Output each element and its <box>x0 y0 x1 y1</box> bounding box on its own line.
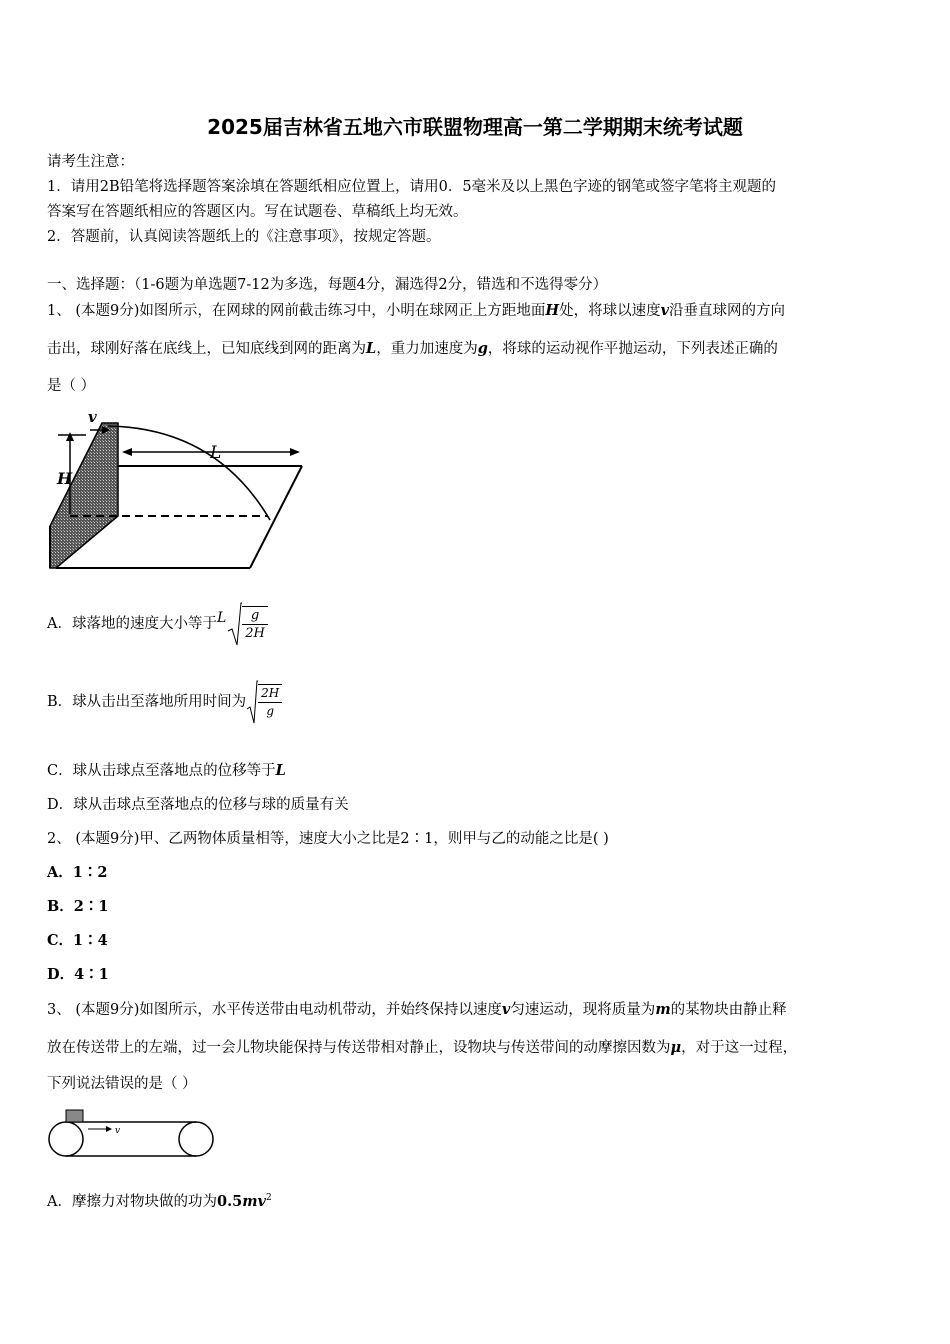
q3-stem-text-a: 3、 (本题9分)如图所示，水平传送带由电动机带动，并始终保持以速度 <box>47 1002 502 1018</box>
page-title: 2025届吉林省五地六市联盟物理高一第二学期期末统考试题 <box>207 115 743 139</box>
q1-option-a-L: L <box>216 610 227 626</box>
label-L: L <box>210 443 222 463</box>
left-pulley <box>49 1122 83 1156</box>
q1-option-a-num: g <box>242 607 268 625</box>
distance-arrow-left-head <box>122 448 132 456</box>
q1-option-a-text: A．球落地的速度大小等于 <box>47 616 217 632</box>
q1-stem-line-1 <box>47 302 785 320</box>
q3-stem-line-1 <box>47 1001 787 1019</box>
q3-option-a <box>47 1193 272 1211</box>
section-heading: 一、选择题：（1-6题为单选题7-12为多选，每题4分，漏选得2分，错选和不选得零分） <box>47 277 608 293</box>
q1-option-c-L: L <box>275 762 286 779</box>
belt-label-v: v <box>115 1126 121 1136</box>
notice-heading: 请考生注意： <box>47 154 134 170</box>
q1-option-a-sqrt <box>226 601 268 647</box>
height-arrow-top-head <box>66 432 74 441</box>
q3-option-a-coef: 0.5 <box>216 1193 243 1210</box>
net-shape <box>50 423 118 568</box>
q3-option-a-mv: mv <box>242 1193 266 1210</box>
q1-stem-text-b: 处，将球以速度 <box>559 303 661 319</box>
q1-option-a-frac <box>242 606 268 642</box>
q3-stem-line-3: 下列说法错误的是（ ） <box>47 1076 197 1092</box>
q1-option-b-num: 2H <box>258 685 282 703</box>
q2-option-c: C．1∶4 <box>47 932 108 949</box>
q1-option-b-sqrt <box>246 679 282 725</box>
q3-option-a-text: A．摩擦力对物块做的功为 <box>47 1194 217 1210</box>
q1-stem-line-2 <box>47 340 778 358</box>
q3-var-mu: μ <box>670 1039 682 1056</box>
q1-option-b-text: B．球从击出至落地所用时间为 <box>47 694 247 710</box>
q1-var-g: g <box>477 340 488 357</box>
q1-option-c <box>47 762 286 780</box>
notice-item-1-line-2: 答案写在答题纸相应的答题区内。写在试题卷、草稿纸上均无效。 <box>47 204 468 220</box>
q1-stem-text-a: 1、 (本题9分)如图所示，在网球的网前截击练习中，小明在球网正上方距地面 <box>47 303 546 319</box>
q2-option-b: B．2∶1 <box>47 898 109 915</box>
q3-stem-text-c: 的某物块由静止释 <box>670 1002 787 1018</box>
q1-stem-text-c: 沿垂直球网的方向 <box>669 303 786 319</box>
label-v: v <box>88 408 97 426</box>
distance-arrow-right-head <box>290 448 300 456</box>
q3-stem-line-2 <box>47 1039 797 1057</box>
q1-stem-text-f: ，将球的运动视作平抛运动，下列表述正确的 <box>487 341 778 357</box>
q1-stem-line-3: 是（ ） <box>47 378 96 394</box>
block <box>66 1110 83 1122</box>
notice-item-2: 2．答题前，认真阅读答题纸上的《注意事项》，按规定答题。 <box>47 229 441 245</box>
q1-figure <box>46 408 308 572</box>
q1-option-a <box>47 595 268 647</box>
q3-stem-text-b: 匀速运动，现将质量为 <box>510 1002 656 1018</box>
q3-stem-text-d: 放在传送带上的左端，过一会儿物块能保持与传送带相对静止，设物块与传送带间的动摩擦因数为 <box>47 1040 671 1056</box>
right-pulley <box>179 1122 213 1156</box>
q1-var-H: H <box>545 302 560 319</box>
q3-figure <box>46 1104 218 1160</box>
label-H: H <box>57 469 73 488</box>
q1-option-d: D．球从击球点至落地点的位移与球的质量有关 <box>47 797 349 813</box>
belt-velocity-arrow-head <box>106 1126 112 1132</box>
q3-var-v: v <box>501 1001 511 1018</box>
q1-var-v: v <box>660 302 670 319</box>
q1-option-c-text: C．球从击球点至落地点的位移等于 <box>47 763 276 779</box>
q1-option-b-frac <box>258 684 282 720</box>
ball-trajectory <box>108 426 270 520</box>
q2-option-d: D．4∶1 <box>47 966 109 983</box>
q1-option-b <box>47 679 282 725</box>
radical-sign <box>228 603 242 645</box>
q1-stem-text-d: 击出，球刚好落在底线上，已知底线到网的距离为 <box>47 341 366 357</box>
q3-option-a-exp: 2 <box>266 1193 272 1204</box>
q1-option-a-den: 2H <box>245 626 265 641</box>
q1-var-L: L <box>366 340 377 357</box>
q1-option-b-den: g <box>266 704 275 718</box>
q2-option-a: A．1∶2 <box>47 864 108 881</box>
radical-sign <box>247 681 258 723</box>
q3-stem-text-e: ，对于这一过程， <box>681 1040 798 1056</box>
q1-stem-text-e: ，重力加速度为 <box>376 341 478 357</box>
notice-item-1-line-1: 1．请用2B铅笔将选择题答案涂填在答题纸相应位置上，请用0．5毫米及以上黑色字迹的钢笔或签字笔将主观题的 <box>47 179 777 195</box>
q2-stem: 2、 (本题9分)甲、乙两物体质量相等，速度大小之比是2∶1，则甲与乙的动能之比是( ) <box>47 831 609 847</box>
q3-var-m: m <box>655 1001 671 1018</box>
